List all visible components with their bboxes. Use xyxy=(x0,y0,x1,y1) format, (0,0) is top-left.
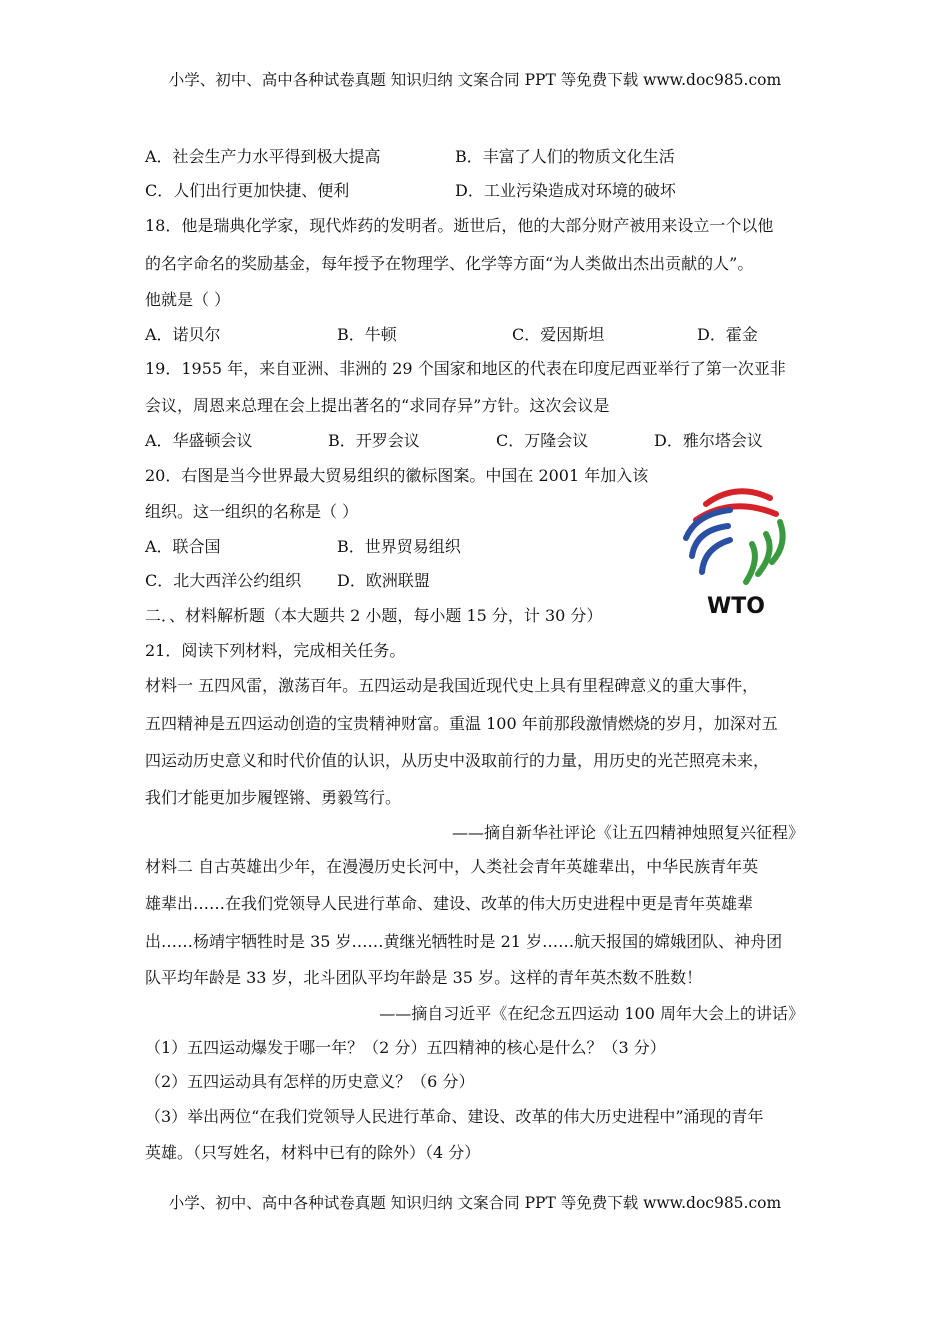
material-1-line1: 材料一 五四风雷，激荡百年。五四运动是我国近现代史上具有里程碑意义的重大事件， xyxy=(145,676,759,695)
q18-option-a: A．诺贝尔 xyxy=(145,325,221,344)
page-header: 小学、初中、高中各种试卷真题 知识归纳 文案合同 PPT 等免费下载 www.doc985.com xyxy=(168,71,782,89)
wto-logo-graphic xyxy=(672,478,800,626)
q17-option-a: A．社会生产力水平得到极大提高 xyxy=(145,147,381,166)
section-2-heading: 二．、材料解析题（本大题共 2 小题，每小题 15 分，计 30 分） xyxy=(145,606,603,625)
q18-option-c: C．爱因斯坦 xyxy=(512,325,605,344)
material-1-line4: 我们才能更加步履铿锵、勇毅笃行。 xyxy=(145,788,402,807)
q18-option-d: D．霍金 xyxy=(697,325,758,344)
q17-option-d: D．工业污染造成对环境的破坏 xyxy=(455,181,676,200)
q18-text-line3: 他就是（ ） xyxy=(145,290,231,309)
material-2-source: ——摘自习近平《在纪念五四运动 100 周年大会上的讲话》 xyxy=(379,1004,804,1023)
q21-task-2: （2）五四运动具有怎样的历史意义？（6 分） xyxy=(145,1072,475,1091)
material-2-line3: 出……杨靖宇牺牲时是 35 岁……黄继光牺牲时是 21 岁……航天报国的嫦娥团队、神舟团 xyxy=(145,932,783,951)
material-2-line4: 队平均年龄是 33 岁，北斗团队平均年龄是 35 岁。这样的青年英杰数不胜数！ xyxy=(145,968,703,987)
material-1-line3: 四运动历史意义和时代价值的认识，从历史中汲取前行的力量，用历史的光芒照亮未来， xyxy=(145,751,770,770)
q20-text-line1: 20．右图是当今世界最大贸易组织的徽标图案。中国在 2001 年加入该 xyxy=(145,466,649,485)
q20-option-b: B．世界贸易组织 xyxy=(337,537,461,556)
q18-text-line2: 的名字命名的奖励基金，每年授予在物理学、化学等方面“为人类做出杰出贡献的人”。 xyxy=(145,254,754,273)
material-2-line1: 材料二 自古英雄出少年，在漫漫历史长河中，人类社会青年英雄辈出，中华民族青年英 xyxy=(145,857,759,876)
q20-option-d: D．欧洲联盟 xyxy=(337,571,430,590)
q19-option-d: D．雅尔塔会议 xyxy=(654,431,763,450)
q21-task-3-line2: 英雄。（只写姓名，材料中已有的除外）（4 分） xyxy=(145,1143,481,1162)
q21-task-3-line1: （3）举出两位“在我们党领导人民进行革命、建设、改革的伟大历史进程中”涌现的青年 xyxy=(145,1107,764,1126)
q17-option-c: C．人们出行更加快捷、便利 xyxy=(145,181,350,200)
material-1-line2: 五四精神是五四运动创造的宝贵精神财富。重温 100 年前那段激情燃烧的岁月，加深对五 xyxy=(145,714,778,733)
q18-text-line1: 18．他是瑞典化学家，现代炸药的发明者。逝世后，他的大部分财产被用来设立一个以他 xyxy=(145,216,774,235)
q20-option-c: C．北大西洋公约组织 xyxy=(145,571,302,590)
q19-text-line1: 19．1955 年，来自亚洲、非洲的 29 个国家和地区的代表在印度尼西亚举行了第一次亚非 xyxy=(145,359,786,378)
q19-text-line2: 会议，周恩来总理在会上提出著名的“求同存异”方针。这次会议是 xyxy=(145,396,610,415)
q19-option-a: A．华盛顿会议 xyxy=(145,431,253,450)
page-footer: 小学、初中、高中各种试卷真题 知识归纳 文案合同 PPT 等免费下载 www.doc985.com xyxy=(168,1194,782,1212)
wto-logo xyxy=(672,478,800,626)
q19-option-b: B．开罗会议 xyxy=(328,431,420,450)
q18-option-b: B．牛顿 xyxy=(337,325,397,344)
q19-option-c: C．万隆会议 xyxy=(496,431,589,450)
q21-intro: 21．阅读下列材料，完成相关任务。 xyxy=(145,641,406,660)
q20-text-line2: 组织。这一组织的名称是（ ） xyxy=(145,502,359,521)
material-2-line2: 雄辈出……在我们党领导人民进行革命、建设、改革的伟大历史进程中更是青年英雄辈 xyxy=(145,894,754,913)
material-1-source: ——摘自新华社评论《让五四精神烛照复兴征程》 xyxy=(451,823,804,842)
wto-logo-text: WTO xyxy=(707,594,765,619)
q21-task-1: （1）五四运动爆发于哪一年？（2 分）五四精神的核心是什么？（3 分） xyxy=(145,1038,666,1057)
q20-option-a: A．联合国 xyxy=(145,537,221,556)
q17-option-b: B．丰富了人们的物质文化生活 xyxy=(455,147,675,166)
